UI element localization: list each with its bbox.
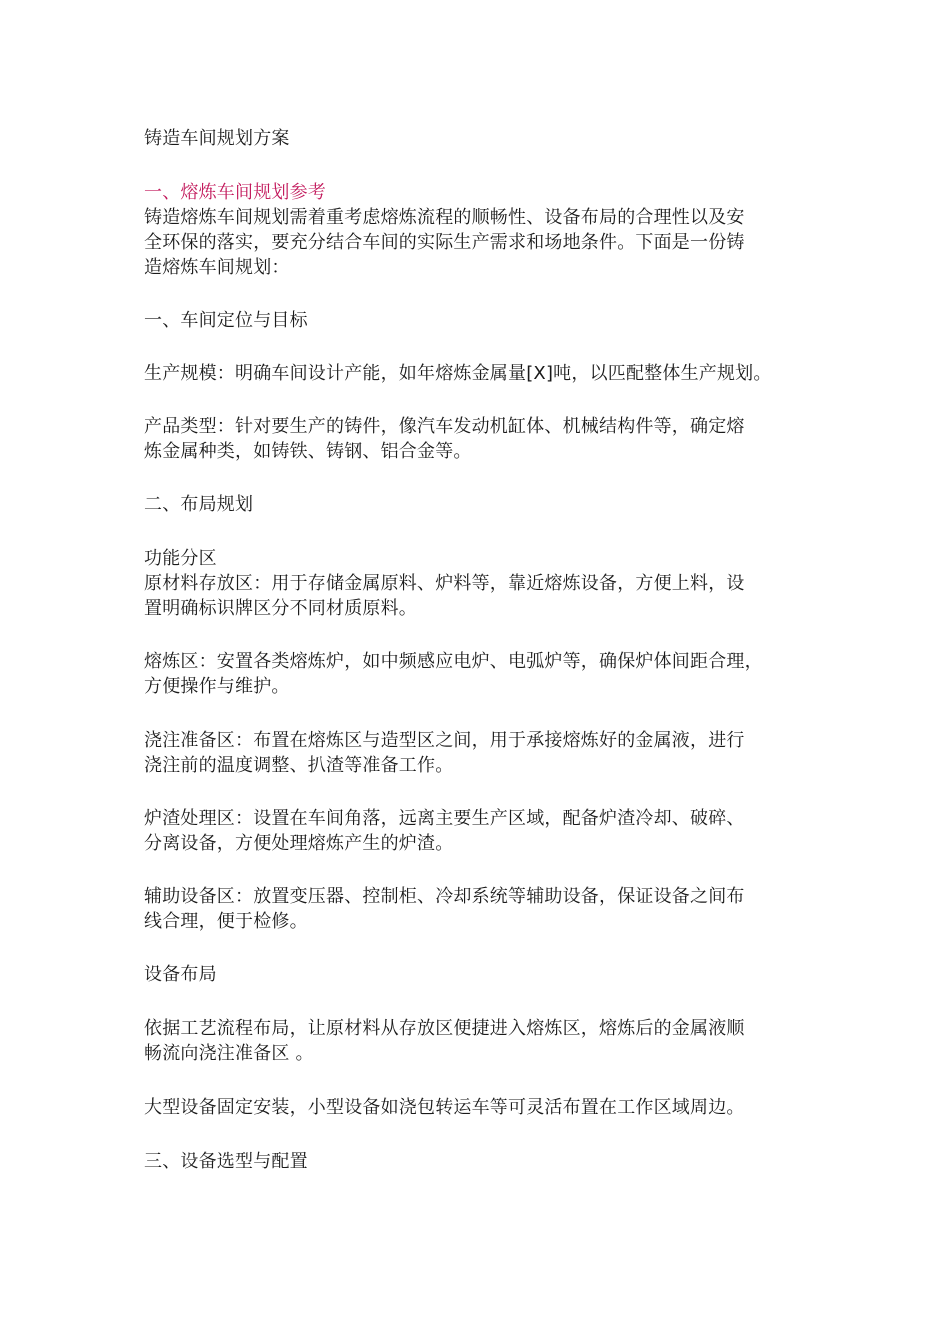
paragraph-auxiliary-zone-line: 辅助设备区：放置变压器、控制柜、冷却系统等辅助设备，保证设备之间布: [144, 886, 745, 907]
paragraph-raw-material-line: 置明确标识牌区分不同材质原料。: [144, 598, 417, 619]
paragraph-pouring-zone-line: 浇注准备区：布置在熔炼区与造型区之间，用于承接熔炼好的金属液，进行: [144, 730, 745, 751]
paragraph-process-flow-line: 畅流向浇注准备区 。: [144, 1043, 314, 1064]
paragraph-product-type-line: 炼金属种类，如铸铁、铸钢、铝合金等。: [144, 441, 472, 462]
intro-paragraph-line: 造熔炼车间规划：: [144, 257, 290, 278]
paragraph-melting-zone-line: 熔炼区：安置各类熔炼炉，如中频感应电炉、电弧炉等，确保炉体间距合理，: [144, 651, 763, 672]
paragraph-slag-zone-line: 分离设备，方便处理熔炼产生的炉渣。: [144, 833, 454, 854]
heading-equipment-selection: 三、设备选型与配置: [144, 1151, 308, 1172]
paragraph-pouring-zone-line: 浇注前的温度调整、扒渣等准备工作。: [144, 755, 454, 776]
paragraph-slag-zone-line: 炉渣处理区：设置在车间角落，远离主要生产区域，配备炉渣冷却、破碎、: [144, 808, 745, 829]
document-title: 铸造车间规划方案: [144, 128, 290, 149]
paragraph-process-flow-line: 依据工艺流程布局，让原材料从存放区便捷进入熔炼区，熔炼后的金属液顺: [144, 1018, 745, 1039]
paragraph-production-scale: 生产规模：明确车间设计产能，如年熔炼金属量[X]吨，以匹配整体生产规划。: [144, 363, 772, 384]
paragraph-auxiliary-zone-line: 线合理，便于检修。: [144, 911, 308, 932]
paragraph-melting-zone-line: 方便操作与维护。: [144, 676, 290, 697]
intro-paragraph-line: 全环保的落实，要充分结合车间的实际生产需求和场地条件。下面是一份铸: [144, 232, 745, 253]
heading-functional-zones: 功能分区: [144, 548, 217, 569]
heading-layout: 二、布局规划: [144, 494, 254, 515]
section-heading-melting: 一、熔炼车间规划参考: [144, 182, 326, 203]
paragraph-installation: 大型设备固定安装，小型设备如浇包转运车等可灵活布置在工作区域周边。: [144, 1097, 745, 1118]
intro-paragraph-line: 铸造熔炼车间规划需着重考虑熔炼流程的顺畅性、设备布局的合理性以及安: [144, 207, 745, 228]
heading-positioning: 一、车间定位与目标: [144, 310, 308, 331]
paragraph-raw-material-line: 原材料存放区：用于存储金属原料、炉料等，靠近熔炼设备，方便上料，设: [144, 573, 745, 594]
paragraph-product-type-line: 产品类型：针对要生产的铸件，像汽车发动机缸体、机械结构件等，确定熔: [144, 416, 745, 437]
heading-equipment-layout: 设备布局: [144, 964, 217, 985]
